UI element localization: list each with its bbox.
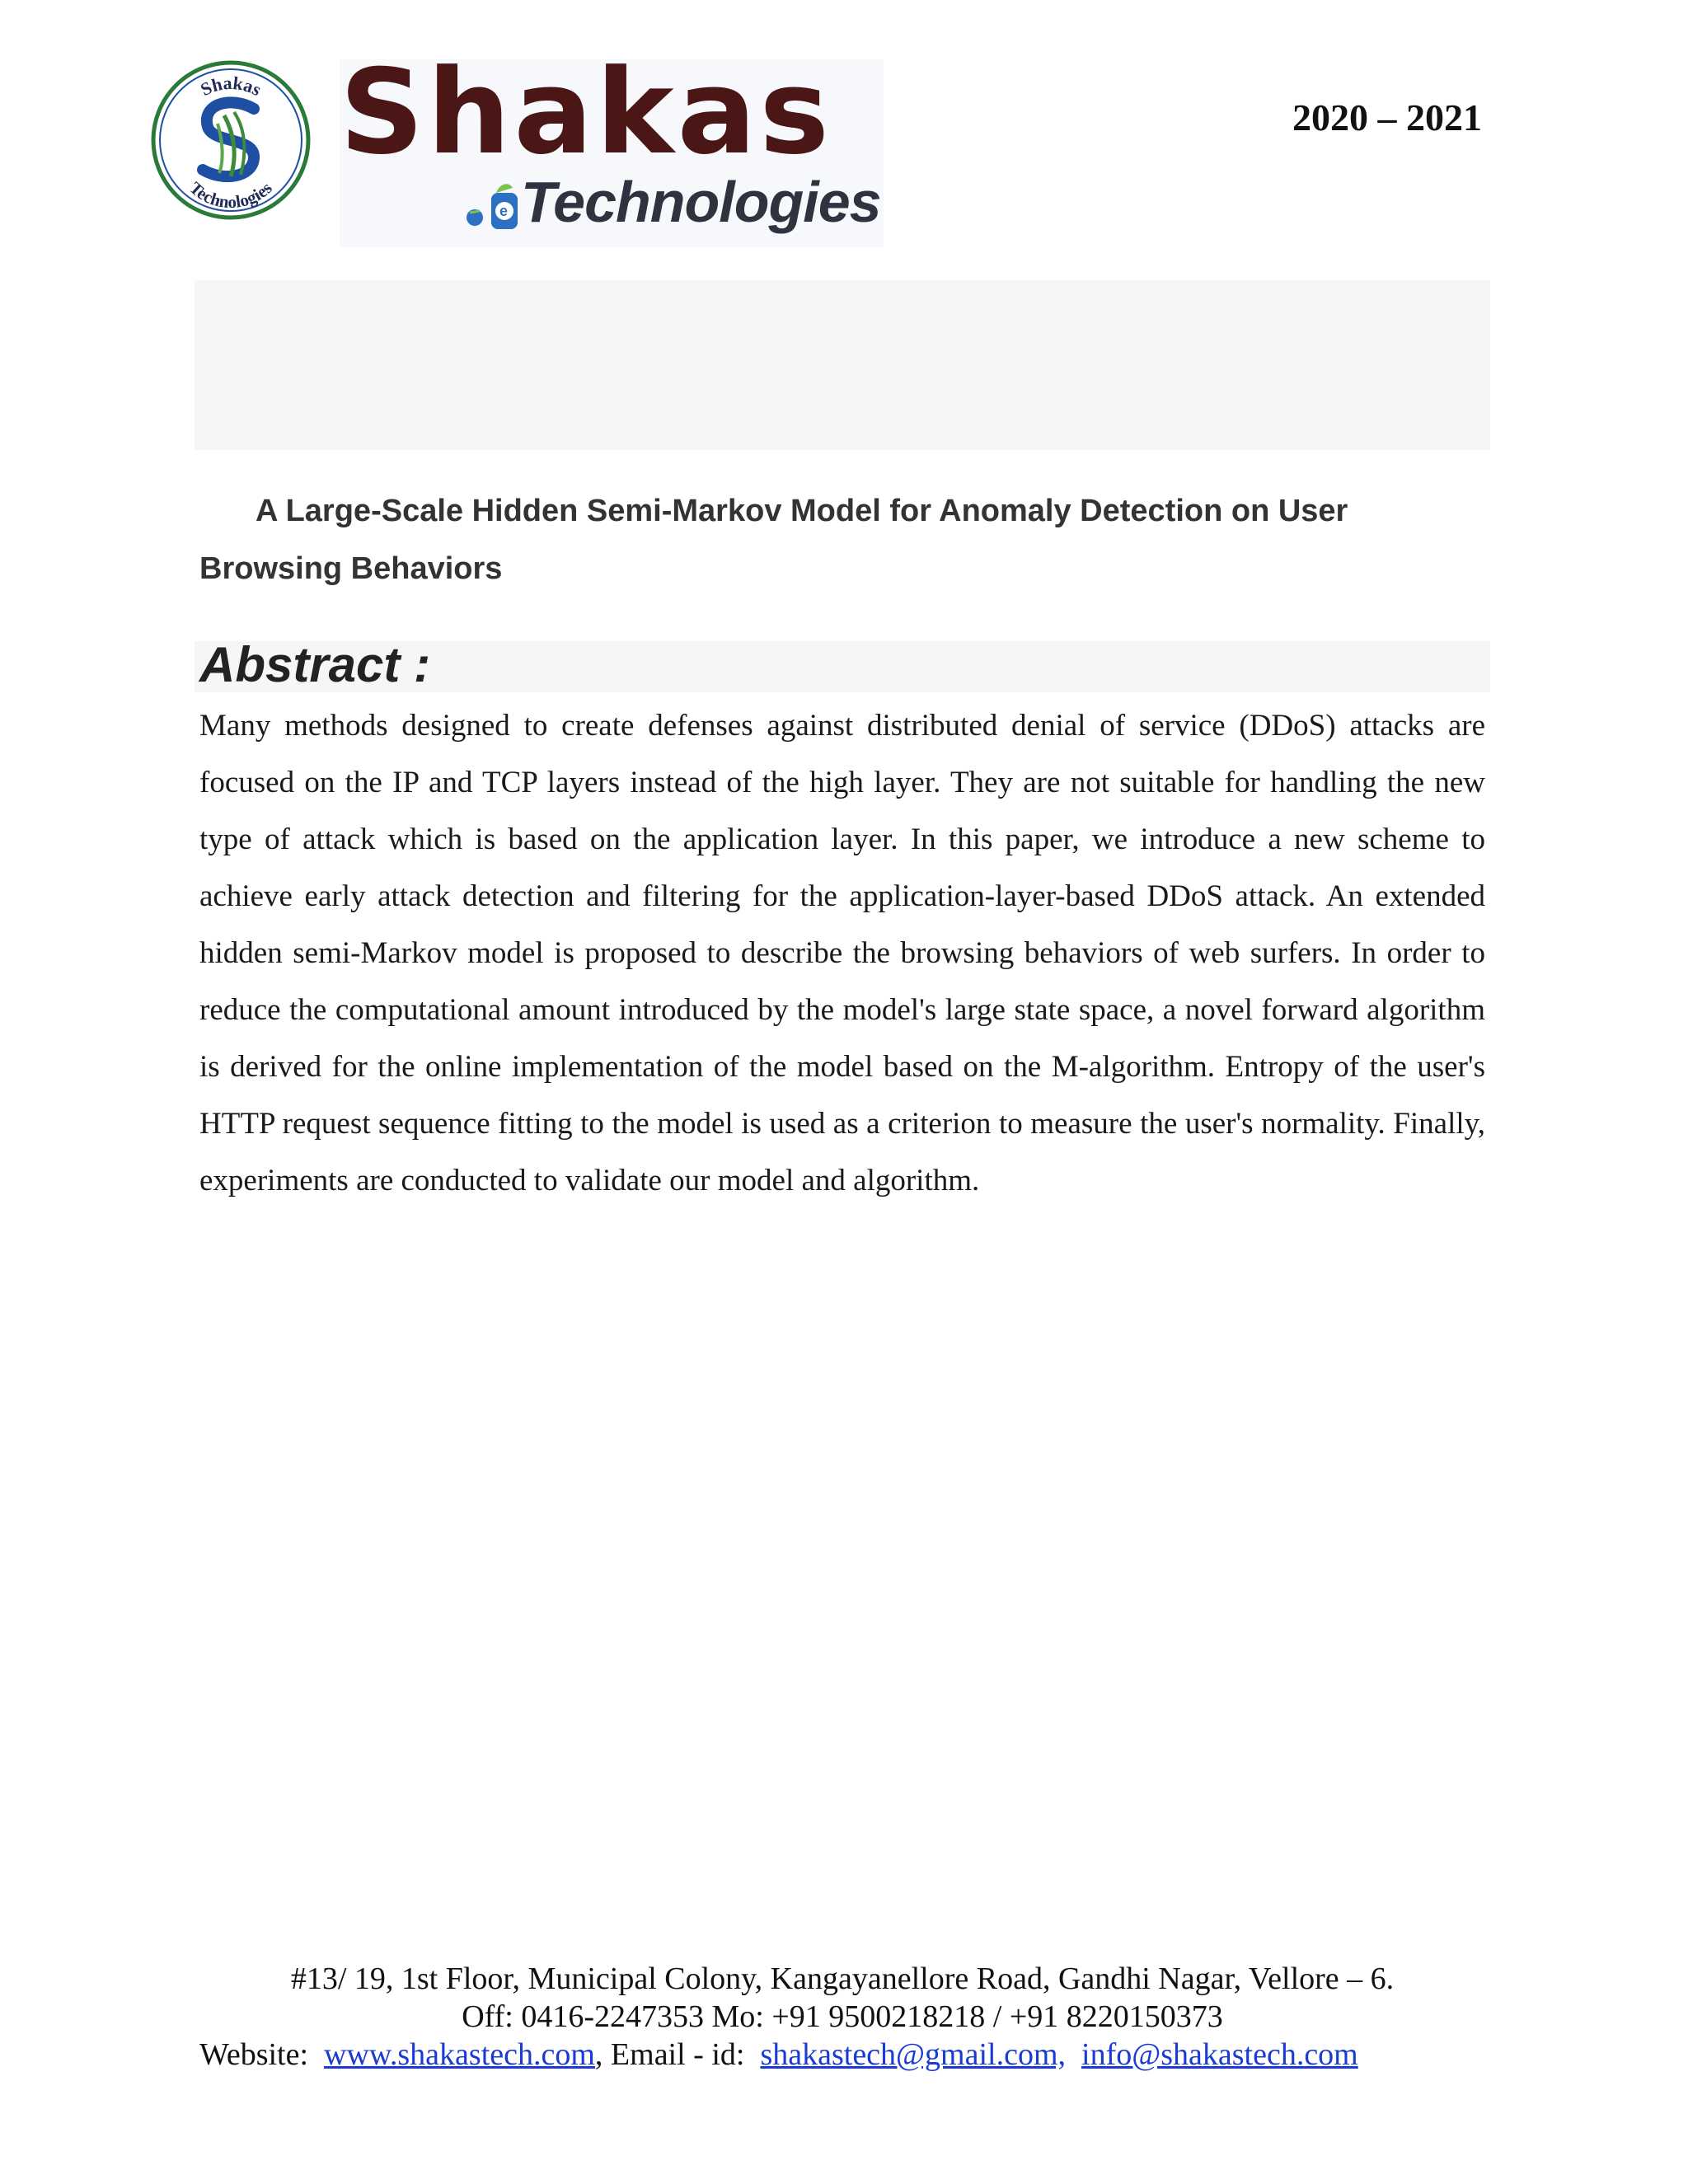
website-label: Website: <box>199 2037 309 2072</box>
abstract-body: Many methods designed to create defenses against distributed denial of service (DDoS) attacks are focused on the IP and TCP layers instead of the high layer. They are not suitable for handling the new type of attack which is based on the application layer. In this paper, we introduce a new scheme to achieve early attack detection and filtering for the application-layer-based DDoS attack. An extended hidden semi-Markov model is proposed to describe the browsing behaviors of web surfers. In order to reduce the computational amount introduced by the model's large state space, a novel forward algorithm is derived for the online implementation of the model based on the M-algorithm. Entropy of the user's HTTP request sequence fitting to the model is used as a criterion to measure the user's normality. Finally, experiments are conducted to validate our model and algorithm. <box>199 709 1485 1197</box>
svg-text:e: e <box>499 203 509 219</box>
brand-wordmark <box>340 45 884 247</box>
website-link[interactable]: www.shakastech.com <box>324 2037 595 2072</box>
footer-phone: Off: 0416-2247353 Mo: +91 9500218218 / +91 8220150373 <box>462 1999 1223 2034</box>
academic-year: 2020 – 2021 <box>1292 96 1482 138</box>
email-label: , Email - id: <box>594 2037 745 2072</box>
abstract-heading: Abstract : <box>199 637 431 692</box>
seal-bottom-text: Technologies <box>185 177 276 213</box>
email-link-2[interactable]: info@shakastech.com <box>1081 2037 1358 2072</box>
paper-title: A Large-Scale Hidden Semi-Markov Model for Anomaly Detection on User Browsing Behaviors <box>199 494 1348 586</box>
company-seal-logo <box>148 58 313 223</box>
footer-contact-line <box>195 2036 1490 2074</box>
brand-subtitle: Technologies <box>521 170 881 234</box>
seal-top-text: Shakas <box>197 72 265 101</box>
e-globe-icon <box>463 175 521 241</box>
seal-emblem-icon <box>148 58 313 223</box>
brand-name: Shakas <box>340 45 832 180</box>
page-footer <box>195 1960 1490 2074</box>
header-band <box>195 280 1490 450</box>
footer-address: #13/ 19, 1st Floor, Municipal Colony, Kangayanellore Road, Gandhi Nagar, Vellore – 6. <box>290 1961 1395 1996</box>
email-link-1[interactable]: shakastech@gmail.com, <box>760 2037 1067 2072</box>
